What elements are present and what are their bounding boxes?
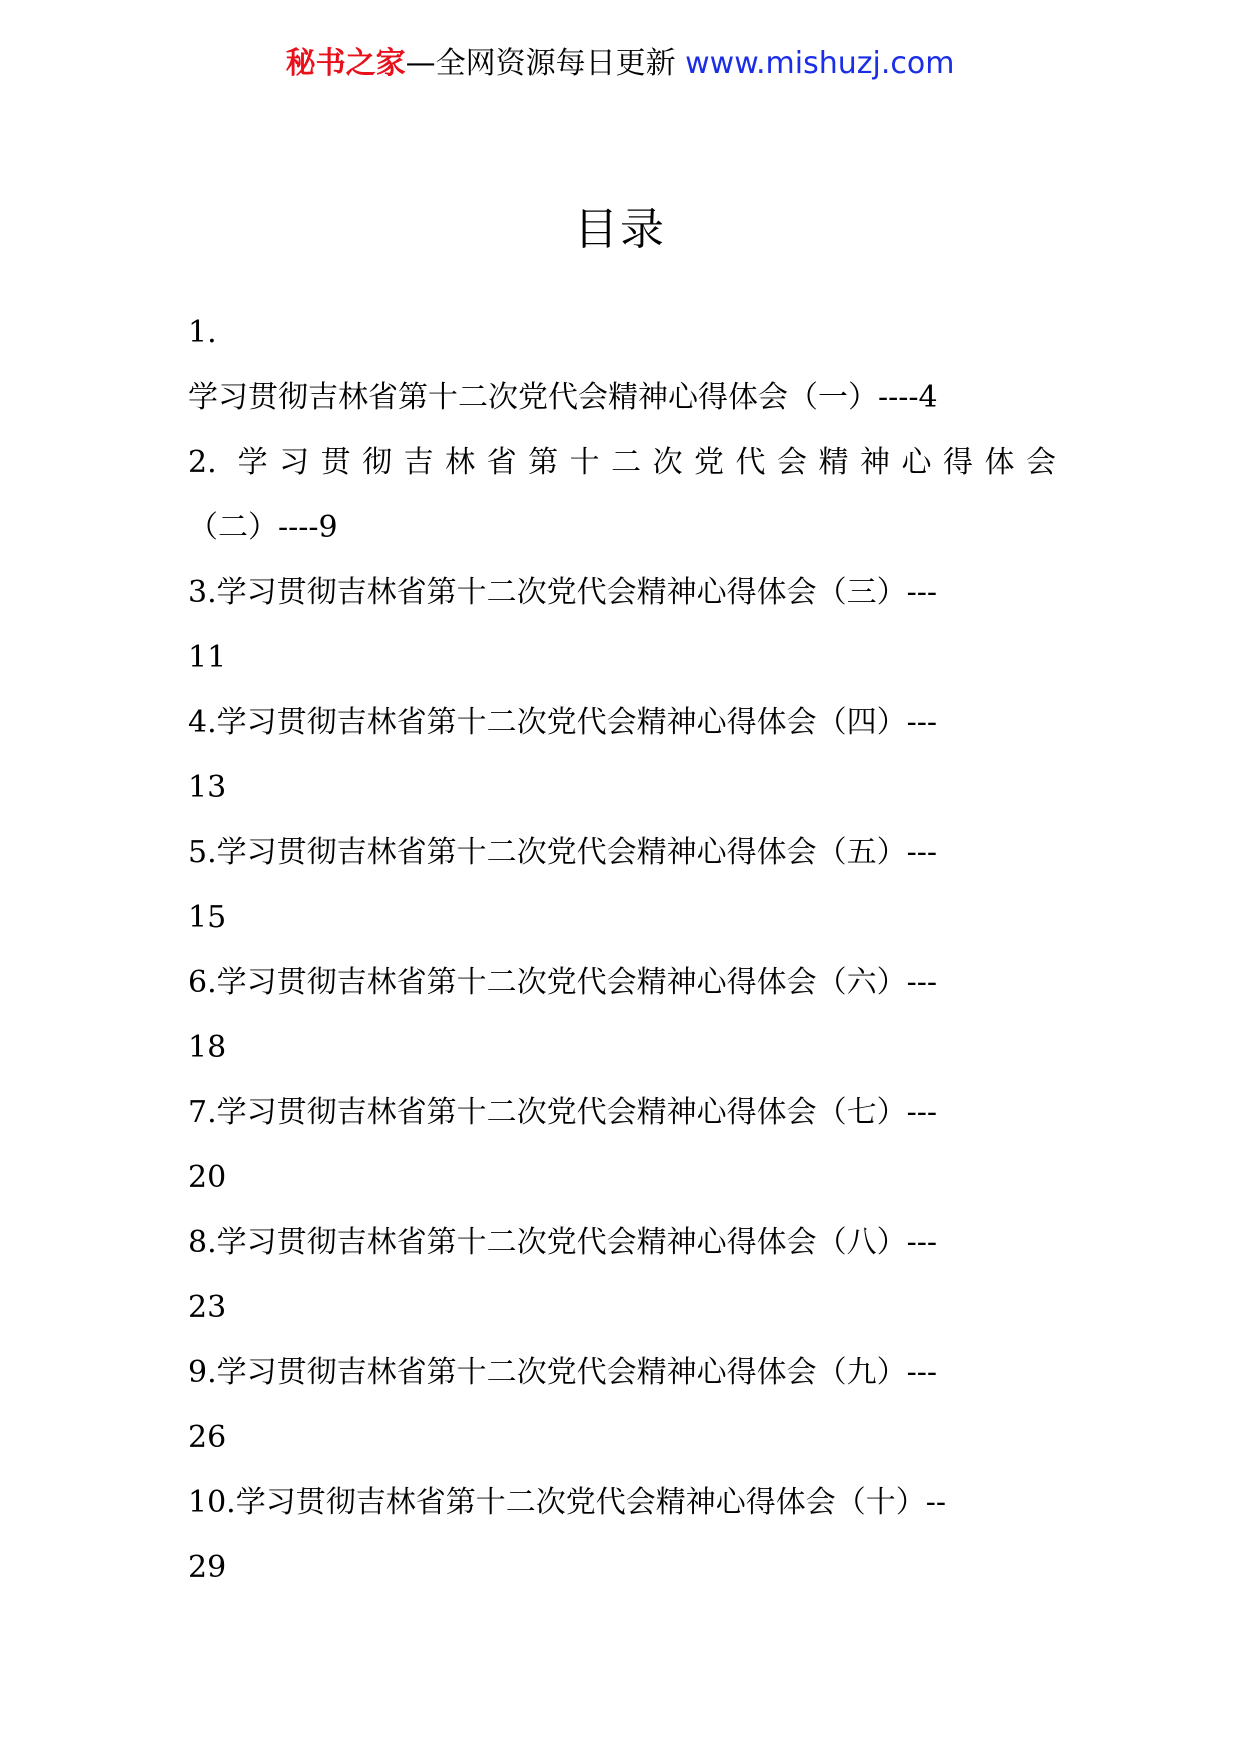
toc-line[interactable]: 11	[188, 640, 227, 675]
toc-line[interactable]: 23	[188, 1290, 227, 1325]
toc-line[interactable]: 18	[188, 1030, 227, 1065]
toc-line[interactable]: 1.	[188, 315, 217, 350]
toc-line[interactable]: 10.学习贯彻吉林省第十二次党代会精神心得体会（十）--	[188, 1485, 946, 1520]
toc-line[interactable]: 29	[188, 1550, 227, 1585]
toc-line[interactable]: 9.学习贯彻吉林省第十二次党代会精神心得体会（九）---	[188, 1355, 938, 1390]
toc-line[interactable]: 15	[188, 900, 227, 935]
toc-line[interactable]: 20	[188, 1160, 227, 1195]
toc-line[interactable]: 3.学习贯彻吉林省第十二次党代会精神心得体会（三）---	[188, 575, 938, 610]
toc-line[interactable]: （二）----9	[188, 510, 338, 545]
page-title: 目录	[574, 204, 666, 255]
toc-line[interactable]: 26	[188, 1420, 227, 1455]
toc-line[interactable]: 5.学习贯彻吉林省第十二次党代会精神心得体会（五）---	[188, 835, 938, 870]
toc-line[interactable]: 学习贯彻吉林省第十二次党代会精神心得体会（一）----4	[188, 380, 938, 415]
site-url-link[interactable]: www.mishuzj.com	[685, 46, 955, 81]
toc-line[interactable]: 4.学习贯彻吉林省第十二次党代会精神心得体会（四）---	[188, 705, 938, 740]
toc-line[interactable]: 8.学习贯彻吉林省第十二次党代会精神心得体会（八）---	[188, 1225, 938, 1260]
site-brand: 秘书之家	[285, 46, 406, 81]
toc-line[interactable]: 6.学习贯彻吉林省第十二次党代会精神心得体会（六）---	[188, 965, 938, 1000]
toc-line[interactable]: 7.学习贯彻吉林省第十二次党代会精神心得体会（七）---	[188, 1095, 938, 1130]
table-of-contents	[188, 300, 1056, 1600]
site-header	[0, 44, 1240, 84]
toc-line[interactable]: 2. 学习贯彻吉林省第十二次党代会精神心得体会	[188, 445, 1056, 480]
toc-line[interactable]: 13	[188, 770, 227, 805]
site-slogan: —全网资源每日更新	[405, 46, 686, 81]
